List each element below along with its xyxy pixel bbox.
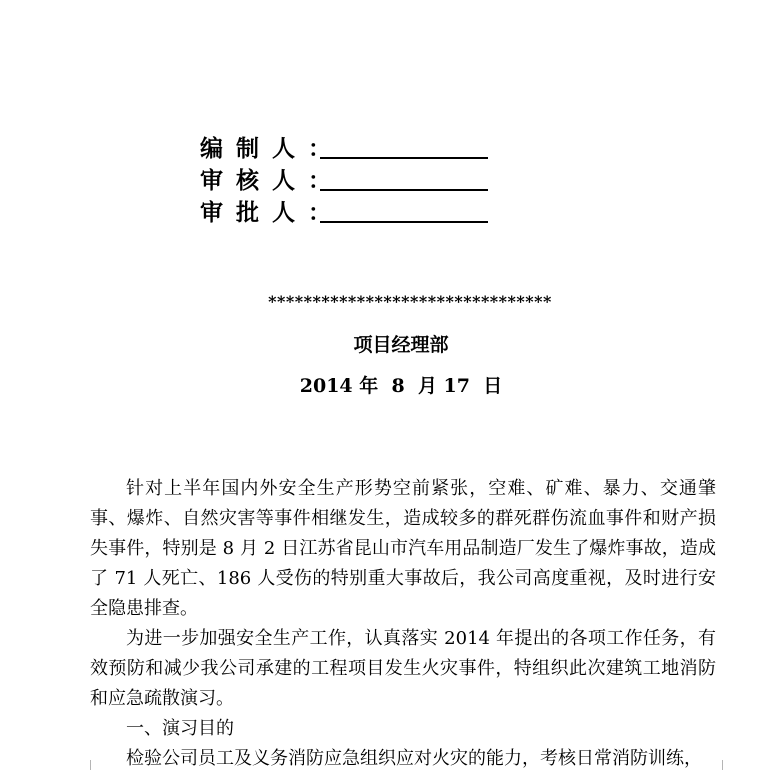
signature-row-approver: [200, 197, 500, 229]
signature-row-reviewer: [200, 165, 500, 197]
approver-signature-line: [320, 221, 488, 223]
paragraph-background: 针对上半年国内外安全生产形势空前紧张，空难、矿难、暴力、交通肇事、爆炸、自然灾害等事件相继发生，造成较多的群死群伤流血事件和财产损失事件，特别是 8 月 2 日江苏省昆山市汽车用品制造厂发生了爆炸事故，造成了 71 人死亡、186 人受伤的特别重大事故后，我公司高度重视，及时进行安全隐患排查。: [90, 478, 716, 619]
document-date: 2014 年 8 月 17 日: [299, 375, 503, 397]
page-corner-mark-left: [80, 760, 91, 770]
reviewer-label: 审核人：: [200, 167, 331, 194]
compiler-label: 编制人：: [200, 135, 331, 162]
body-text: [90, 474, 716, 774]
signature-row-compiler: [200, 133, 500, 165]
approver-label: 审批人：: [200, 199, 331, 226]
section-heading-objective: 一、演习目的: [126, 718, 234, 739]
paragraph-purpose: 为进一步加强安全生产工作，认真落实 2014 年提出的各项工作任务，有效预防和减少我公司承建的工程项目发生火灾事件，特组织此次建筑工地消防和应急疏散演习。: [90, 628, 716, 709]
reviewer-signature-line: [320, 189, 488, 191]
page-corner-mark-right: [722, 760, 733, 770]
department-name: 项目经理部: [353, 334, 449, 356]
signature-block: [200, 133, 500, 229]
paragraph-objective: 检验公司员工及义务消防应急组织应对火灾的能力，考核日常消防训练，: [126, 748, 702, 769]
star-divider: ********************************: [268, 292, 552, 311]
compiler-signature-line: [320, 157, 488, 159]
